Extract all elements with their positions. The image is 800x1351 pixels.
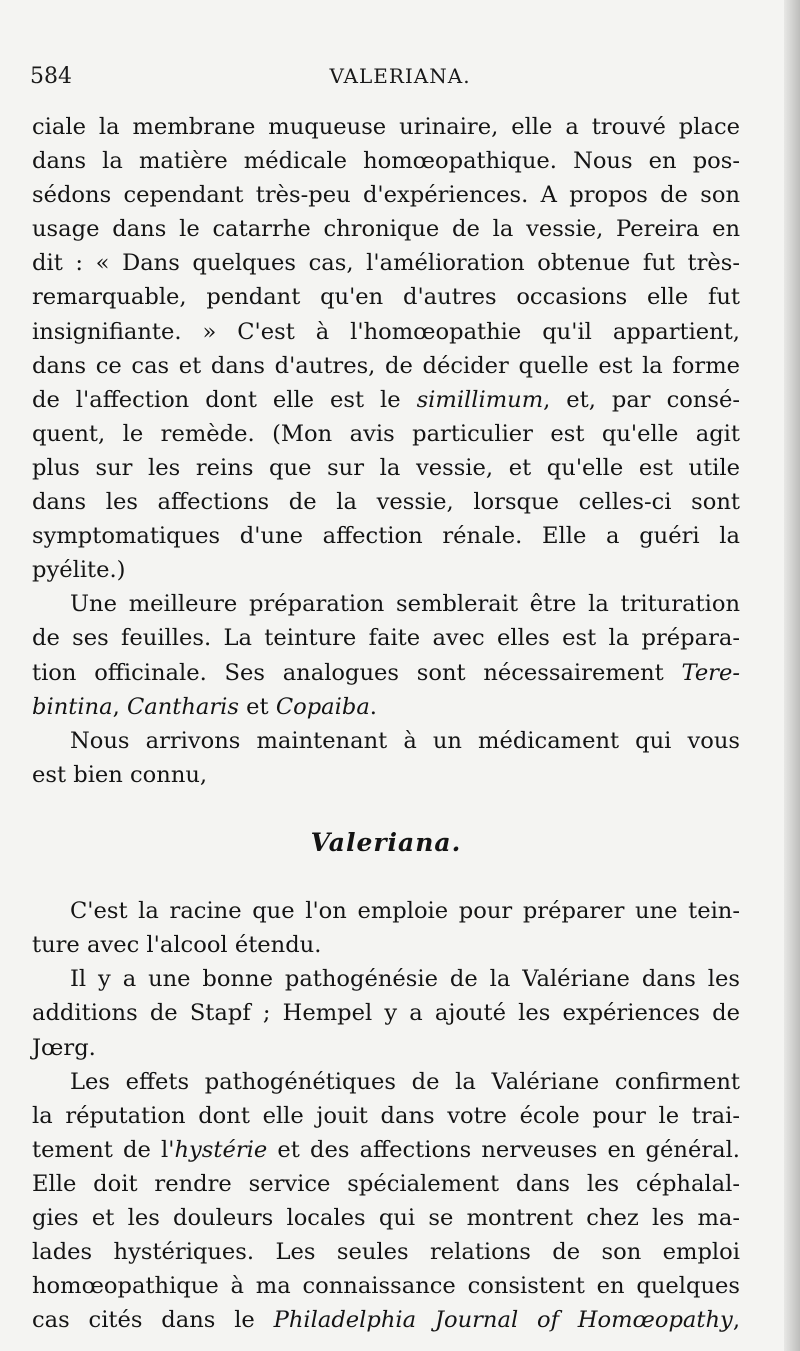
text-line: quent, le remède. (Mon avis particulier est qu'elle agit [32,420,740,447]
text-line [32,690,740,724]
text-line: de ses feuilles. La teinture faite avec elles est la prépara- [32,625,740,652]
italic-term: Philadelphia Journal of Homœopathy [273,1307,733,1334]
text-line [32,1303,740,1337]
text-line: pyélite.) [32,557,126,584]
text-run: , et, par consé- [543,386,740,413]
italic-term: simillimum [416,386,544,413]
spacer [32,860,740,894]
text-line: usage dans le catarrhe chronique de la vessie, Pereira en [32,216,740,243]
text-line [32,383,740,417]
text-line: additions de Stapf ; Hempel y a ajouté les expériences de [32,1000,740,1027]
text-line: Jœrg. [32,1034,96,1061]
text-run: . [369,693,377,720]
text-line: dans la matière médicale homœopathique. Nous en pos- [32,148,740,175]
text-line: dans ce cas et dans d'autres, de décider quelle est la forme [32,352,740,379]
text-line [32,1133,740,1167]
text-line: gies et les douleurs locales qui se montrent chez les ma- [32,1205,740,1231]
text-line: lades hystériques. Les seules relations de son emploi [32,1239,740,1266]
body-text [32,110,740,1337]
text-line: ciale la membrane muqueuse urinaire, elle a trouvé place [32,114,740,140]
italic-term: hystérie [174,1136,268,1163]
text-run: , [732,1307,740,1334]
text-line: remarquable, pendant qu'en d'autres occasions elle fut [32,284,740,311]
text-line: Elle doit rendre service spécialement dans les céphalal- [32,1170,740,1197]
text-line: Nous arrivons maintenant à un médicament qui vous [70,727,740,754]
text-line: Une meilleure préparation semblerait être la trituration [70,591,740,618]
text-line: insignifiante. » C'est à l'homœopathie qu'il appartient, [32,318,740,345]
text-line: sédons cependant très-peu d'expériences. A propos de son [32,182,740,209]
text-run: tion officinale. Ses analogues sont nécessairement [32,659,682,686]
text-line: la réputation dont elle jouit dans votre école pour le trai- [32,1102,740,1129]
section-heading: Valeriana. [310,827,462,857]
text-line [32,656,740,690]
italic-term: Tere- [681,659,740,686]
italic-term: Cantharis [126,693,239,720]
text-run: , [112,693,127,720]
text-run: de l'affection dont elle est le [32,386,417,413]
text-line: Il y a une bonne pathogénésie de la Valériane dans les [70,966,740,993]
page-edge-shadow [784,0,800,1351]
text-line: plus sur les reins que sur la vessie, et qu'elle est utile [32,454,740,481]
text-line: symptomatiques d'une affection rénale. Elle a guéri la [32,523,740,550]
text-line: homœopathique à ma connaissance consistent en quelques [32,1273,740,1300]
running-title: VALERIANA. [329,64,471,88]
italic-term: bintina [32,693,113,720]
text-line: ture avec l'alcool étendu. [32,932,322,959]
text-line: Les effets pathogénétiques de la Valériane confirment [70,1068,740,1095]
text-run: tement de l' [32,1136,175,1163]
page-header [30,64,770,94]
text-run: et [238,693,276,720]
text-run: cas cités dans le [32,1307,274,1334]
text-line: dit : « Dans quelques cas, l'amélioration obtenue fut très- [32,250,740,277]
text-line: est bien connu, [32,761,208,788]
page-number: 584 [30,64,72,89]
text-line: C'est la racine que l'on emploie pour préparer une tein- [70,898,740,925]
italic-term: Copaiba [275,693,370,720]
text-run: et des affections nerveuses en général. [267,1136,740,1163]
text-line: dans les affections de la vessie, lorsque celles-ci sont [32,489,740,516]
spacer [32,792,740,826]
